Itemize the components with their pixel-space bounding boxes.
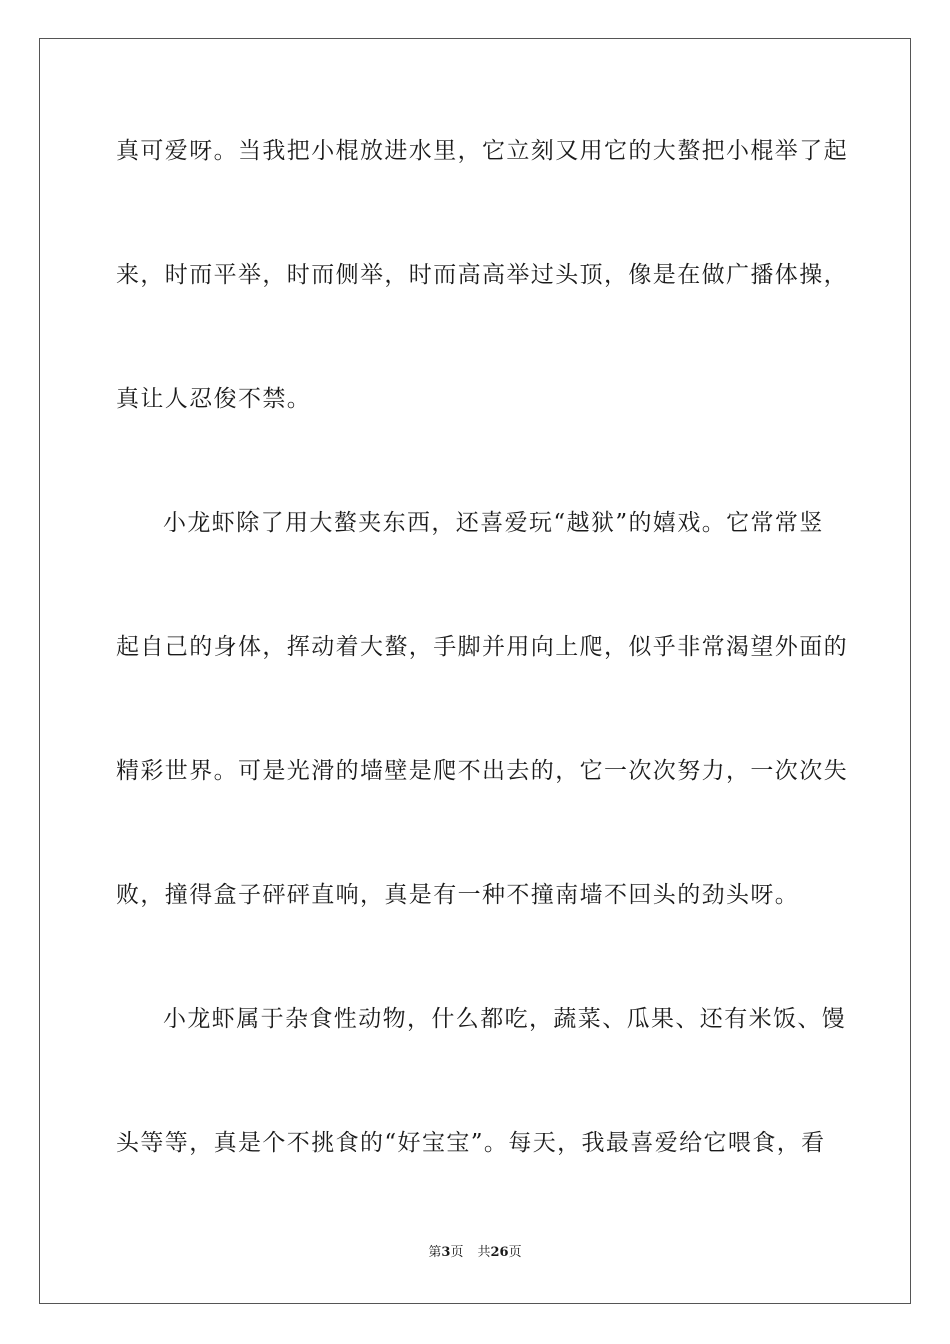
text-line-3: 真让人忍俊不禁。 xyxy=(116,386,312,412)
total-pages: 26 xyxy=(490,1245,509,1260)
page-border xyxy=(39,38,911,1304)
page-prefix: 第 xyxy=(428,1245,442,1260)
text-line-1: 真可爱呀。当我把小棍放进水里，它立刻又用它的大螯把小棍举了起 xyxy=(116,138,848,164)
total-prefix: 共 xyxy=(477,1245,491,1260)
text-line-8: 小龙虾属于杂食性动物，什么都吃，蔬菜、瓜果、还有米饭、馒 xyxy=(163,1006,847,1032)
page-footer xyxy=(0,1244,950,1262)
page-number: 3 xyxy=(441,1245,451,1260)
text-line-7: 败，撞得盒子砰砰直响，真是有一种不撞南墙不回头的劲头呀。 xyxy=(116,882,800,908)
text-line-9: 头等等，真是个不挑食的“好宝宝”。每天，我最喜爱给它喂食，看 xyxy=(116,1130,826,1156)
total-suffix: 页 xyxy=(508,1245,522,1260)
text-line-6: 精彩世界。可是光滑的墙壁是爬不出去的，它一次次努力，一次次失 xyxy=(116,758,848,784)
text-line-5: 起自己的身体，挥动着大螯，手脚并用向上爬，似乎非常渴望外面的 xyxy=(116,634,848,660)
text-line-4: 小龙虾除了用大螯夹东西，还喜爱玩“越狱”的嬉戏。它常常竖 xyxy=(163,510,824,536)
text-line-2: 来，时而平举，时而侧举，时而高高举过头顶，像是在做广播体操， xyxy=(116,262,848,288)
page-suffix: 页 xyxy=(450,1245,464,1260)
